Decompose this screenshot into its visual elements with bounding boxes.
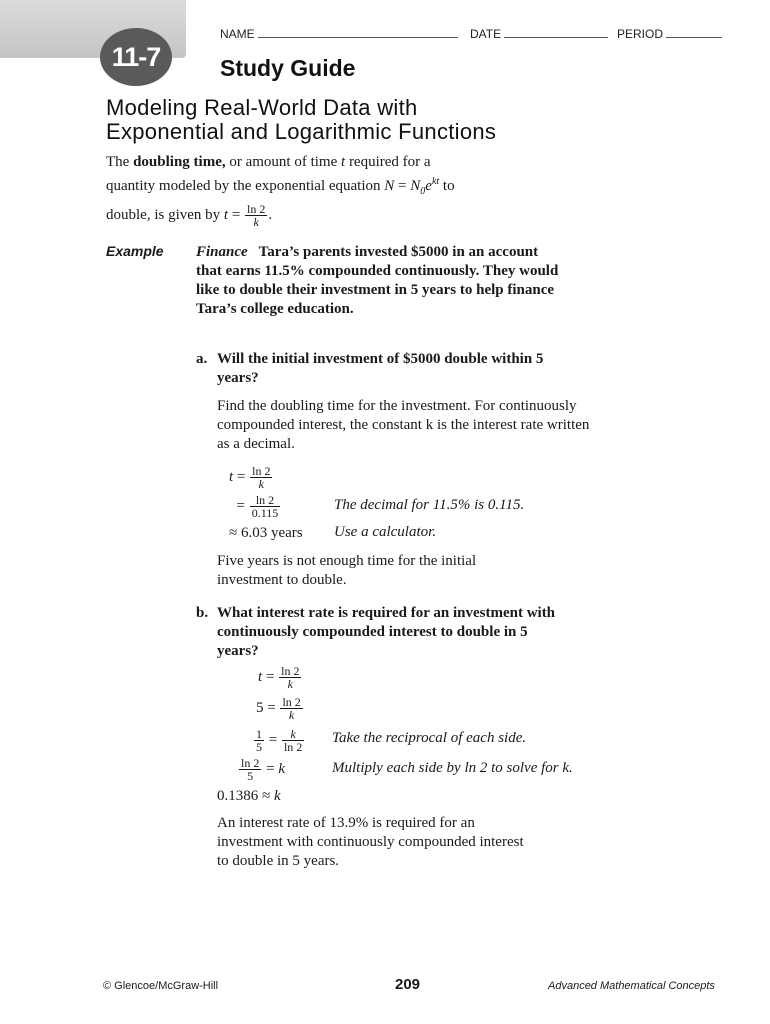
part-a-step-2: = $\frac{\ln 2}{0.115}$ — [236, 493, 279, 520]
name-label: NAME — [220, 27, 255, 41]
lesson-number: 11-7 — [111, 41, 161, 72]
intro-paragraph — [106, 153, 546, 228]
part-b-step-5: 0.1386 ≈ k — [217, 788, 281, 804]
footer-page-number: 209 — [395, 976, 421, 993]
period-blank — [666, 28, 722, 38]
doubling-time-term: doubling time, — [133, 154, 226, 170]
name-field — [220, 27, 458, 41]
part-b-step-3: $\frac{1}{5}$ = $\frac{k}{\ln 2}$ — [256, 727, 303, 754]
date-field — [470, 27, 608, 41]
part-a-explanation: Find the doubling time for the investment. For continuously compounded interest, the constant k is the interest rate written as a decimal. — [217, 398, 590, 452]
part-b-step-2: 5 = $\frac{\ln 2}{k}$ — [256, 695, 301, 722]
part-a-letter: a. — [196, 351, 208, 367]
date-label: DATE — [470, 27, 502, 41]
lesson-title-line-2: Exponential and Logarithmic Functions — [106, 119, 497, 144]
part-a-step-2-note: The decimal for 11.5% is 0.115. — [334, 497, 525, 513]
part-a-step-3-note: Use a calculator. — [334, 524, 437, 540]
part-b-step-1: t = $\frac{\ln 2}{k}$ — [258, 664, 300, 691]
intro-line-2: quantity modeled by the exponential equation $N = N_0e^{kt}$ to — [106, 176, 455, 197]
footer-copyright: © Glencoe/McGraw-Hill — [103, 980, 219, 992]
example-topic: Finance — [196, 244, 248, 260]
lesson-title-line-1: Modeling Real-World Data with — [106, 95, 418, 120]
part-b-letter: b. — [196, 605, 209, 621]
footer-book-title: Advanced Mathematical Concepts — [548, 980, 715, 992]
part-b-question: What interest rate is required for an investment with continuously compounded interest to double in 5 years? — [217, 605, 556, 659]
example-problem — [196, 243, 566, 319]
part-b-step-4: $\frac{\ln 2}{5}$ = k — [241, 756, 285, 783]
part-b-step-4-note: Multiply each side by ln 2 to solve for k. — [332, 760, 573, 776]
part-a-step-3: ≈ 6.03 years — [229, 525, 303, 541]
part-a-step-1: t = $\frac{\ln 2}{k}$ — [229, 464, 271, 491]
intro-line-3: double, is given by t = $\frac{\ln 2}{k}$ . — [106, 202, 273, 229]
date-blank — [504, 28, 608, 38]
name-blank — [258, 28, 458, 38]
doubling-time-fraction: $\frac{\ln 2}{k}$ — [247, 202, 266, 229]
part-b-conclusion: An interest rate of 13.9% is required for an investment with continuously compounded interest to double in 5 years. — [217, 815, 524, 869]
period-label: PERIOD — [617, 27, 664, 41]
part-a-question: Will the initial investment of $5000 double within 5 years? — [217, 351, 544, 386]
example-problem-text: Tara’s parents invested $5000 in an account that earns 11.5% compounded continuously. They would like to double their investment in 5 years to help finance Tara’s college education. — [196, 244, 559, 317]
period-field — [617, 27, 722, 41]
intro-line-1: The doubling time, or amount of time t required for a — [106, 154, 431, 170]
lesson-number-badge — [100, 28, 172, 86]
study-guide-heading: Study Guide — [220, 55, 356, 81]
part-a-conclusion: Five years is not enough time for the initial investment to double. — [217, 553, 477, 588]
part-b-step-3-note: Take the reciprocal of each side. — [332, 730, 527, 746]
example-label: Example — [106, 243, 164, 259]
